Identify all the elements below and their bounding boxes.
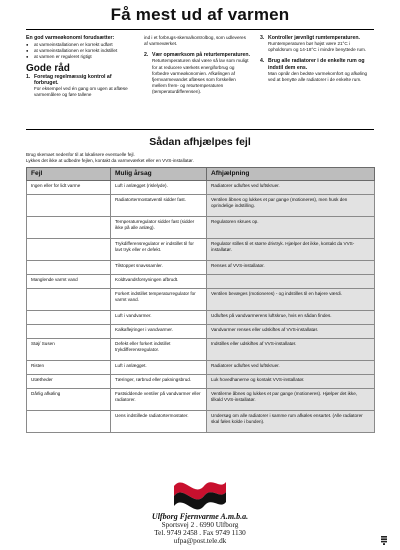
tip-number: 3. — [260, 35, 265, 41]
fault-cell — [27, 411, 111, 433]
table-row — [27, 217, 375, 239]
cause-cell: Temperaturregulator sidder fast (sidder ikke på alle anlæg). — [111, 217, 207, 239]
help-cell: Luk hovedhanerne og kontakt VVS-installatør. — [207, 375, 375, 389]
tip-4 — [260, 58, 374, 83]
fault-cell — [27, 195, 111, 217]
tip-body: Man opnår den bedste varmekomfort og afkøling ved at benytte alle radiatorer i de enkelte rum. — [268, 71, 368, 83]
cause-cell: Luft i anlægget (rislelyde). — [111, 181, 207, 195]
header-help: Afhjælpning — [207, 168, 375, 181]
help-cell: Vandvarmer renses eller udskiftes af VVS-installatør. — [207, 325, 375, 339]
table-row — [27, 375, 375, 389]
help-cell — [207, 275, 375, 289]
cause-cell: Kalkaflejringer i vandvarmer. — [111, 325, 207, 339]
page-title: Få mest ud af varmen — [110, 5, 290, 24]
header-fault: Fejl — [27, 168, 111, 181]
help-cell: Ventilen bevæges (motioneres) - og indstilles til en højere værdi. — [207, 289, 375, 311]
tips-column-2 — [144, 35, 250, 95]
help-cell: Regulatoren skrues op. — [207, 217, 375, 239]
table-row — [27, 195, 375, 217]
tip-title: Vær opmærksom på returtemperaturen. — [152, 52, 251, 59]
intro-bullet: ● at varmen er reguleret rigtigt — [26, 54, 130, 60]
fault-cell — [27, 239, 111, 261]
intro-heading: En god varmeøkonomi forudsætter: — [26, 35, 115, 41]
tip-1 — [26, 74, 130, 99]
tip-title: Foretag regelmæssig kontrol af forbruget. — [34, 73, 112, 86]
fault-cell — [27, 261, 111, 275]
section-intro-line: Brug skemaet nedenfor til at lokalisere eventuelle fejl. — [26, 152, 135, 157]
intro-bullet: ● at varmeinstallationen er korrekt indstillet — [26, 48, 130, 54]
help-cell: Indstilles eller udskiftes af VVS-installatør. — [207, 339, 375, 361]
tip-2 — [144, 52, 250, 95]
table-row — [27, 289, 375, 311]
fault-cell: Risten — [27, 361, 111, 375]
title-divider — [26, 29, 374, 30]
table-row — [27, 361, 375, 375]
fault-cell: Dårlig afkøling — [27, 389, 111, 411]
table-row — [27, 339, 375, 361]
tip-number: 4. — [260, 58, 265, 65]
tip-title: Brug alle radiatorer i de enkelte rum og indstil dem ens. — [268, 58, 365, 71]
table-row — [27, 389, 375, 411]
tip-body: For eksempel ved én gang om ugen at aflæse varmemålere og føre tallene — [34, 86, 128, 98]
cause-cell: Luft i anlægget. — [111, 361, 207, 375]
company-logo — [170, 476, 230, 512]
tip-3 — [260, 35, 374, 53]
table-row — [27, 261, 375, 275]
help-cell: Ventilerne åbnes og lukkes et par gange (motioneres). Hjælper det ikke, tilkald VVS-installatør. — [207, 389, 375, 411]
help-cell: Regulator stilles til et større drivtryk. Hjælper det ikke, kontakt da VVS-installatør. — [207, 239, 375, 261]
company-phone: Tel. 9749 2458 . Fax 9749 1130 — [154, 529, 246, 537]
table-row — [27, 411, 375, 433]
cause-cell: Fastsiddende ventiler på vandvarmer eller radiatorer. — [111, 389, 207, 411]
cause-cell: Tæringer, rørbrud eller pakningsbrud. — [111, 375, 207, 389]
cause-cell: Defekt eller forkert indstillet trykdifferensregulator. — [111, 339, 207, 361]
cause-cell: Trykdifferensregulator er indstillet til for lavt tryk eller er defekt. — [111, 239, 207, 261]
section-intro-line: Lykkes det ikke at udbedre fejlen, kontakt da varmeværket eller en VVS-installatør. — [26, 158, 194, 163]
section-divider — [26, 129, 374, 130]
fault-cell — [27, 325, 111, 339]
tip-body: Returtemperaturen skal være så lav som muligt for at reducere værkets energiforbrug og forbedre varmeøkonomien. Afkølingen af fjernvarmevandet aflæses som forskellen mellem frem- og returtemperaturen (temperaturdifferensen). — [152, 58, 249, 94]
table-row — [27, 181, 375, 195]
tip-number: 2. — [144, 52, 149, 59]
help-cell: Ventilen åbnes og lukkes et par gange (motioneres), men husk den oprindelige indstilling. — [207, 195, 375, 217]
fault-cell: Ingen eller for lidt varme — [27, 181, 111, 195]
section-title: Sådan afhjælpes fejl — [149, 136, 251, 148]
header-cause: Mulig årsag — [111, 168, 207, 181]
table-row — [27, 275, 375, 289]
troubleshooting-table — [26, 167, 375, 433]
company-email: ufpa@post.tele.dk — [173, 537, 227, 545]
help-cell: Udluftes på vandvarmerens luftskrue, hvis en sådan findes. — [207, 311, 375, 325]
table-row — [27, 325, 375, 339]
tip-body: Rumtemperaturen bør højst være 21°C i opholdsrum og 14-18°C i mindre benyttede rum. — [268, 41, 367, 53]
help-cell: Radiatorer udluftes ved luftskruer. — [207, 361, 375, 375]
company-address-block — [0, 512, 400, 545]
table-row — [27, 311, 375, 325]
cause-cell: Forkert indstillet temperaturregulator for varmt vand. — [111, 289, 207, 311]
table-row — [27, 239, 375, 261]
corner-mark-icon — [381, 536, 387, 545]
company-address: Sportsvej 2 . 6990 Ulfborg — [161, 521, 239, 529]
help-cell: Renses af VVS-installatør. — [207, 261, 375, 275]
company-name: Ulfborg Fjernvarme A.m.b.a. — [151, 512, 249, 521]
cause-cell: Koldtvandsforsyningen afbrudt. — [111, 275, 207, 289]
intro-bullet: ● at varmeinstallationen er korrekt udført — [26, 42, 130, 48]
help-cell: Radiatorer udluftes ved luftskruer. — [207, 181, 375, 195]
cause-cell: Radiatortermostatventil sidder fast. — [111, 195, 207, 217]
tip-title: Kontroller jævnligt rumtemperaturen. — [268, 35, 360, 41]
cause-cell: Uens indstillede radiatortermostater. — [111, 411, 207, 433]
fault-cell: Manglende varmt vand — [27, 275, 111, 289]
section-intro — [26, 152, 374, 164]
help-cell: Undersøg om alle radiatorer i samme rum afkøles ensartet. (Alle radiatorer skal føles kolde i bunden). — [207, 411, 375, 433]
fault-cell: Utætheder — [27, 375, 111, 389]
tips-heading: Gode råd — [26, 62, 70, 74]
table-header-row — [27, 168, 375, 181]
tip-body-continued: ind i et forbrugs-skema/kontrolbog, som udleveres af varmeværket. — [144, 35, 246, 47]
cause-cell: Luft i vandvarmer. — [111, 311, 207, 325]
intro-column — [26, 35, 130, 98]
fault-cell — [27, 217, 111, 239]
fault-cell: Støj/ Susen — [27, 339, 111, 361]
tip-number: 1. — [26, 73, 31, 80]
fault-cell — [27, 289, 111, 311]
fault-cell — [27, 311, 111, 325]
tips-column-3 — [260, 35, 374, 83]
cause-cell: Tilstoppet snavssamler. — [111, 261, 207, 275]
intro-bullet-list — [26, 42, 130, 60]
